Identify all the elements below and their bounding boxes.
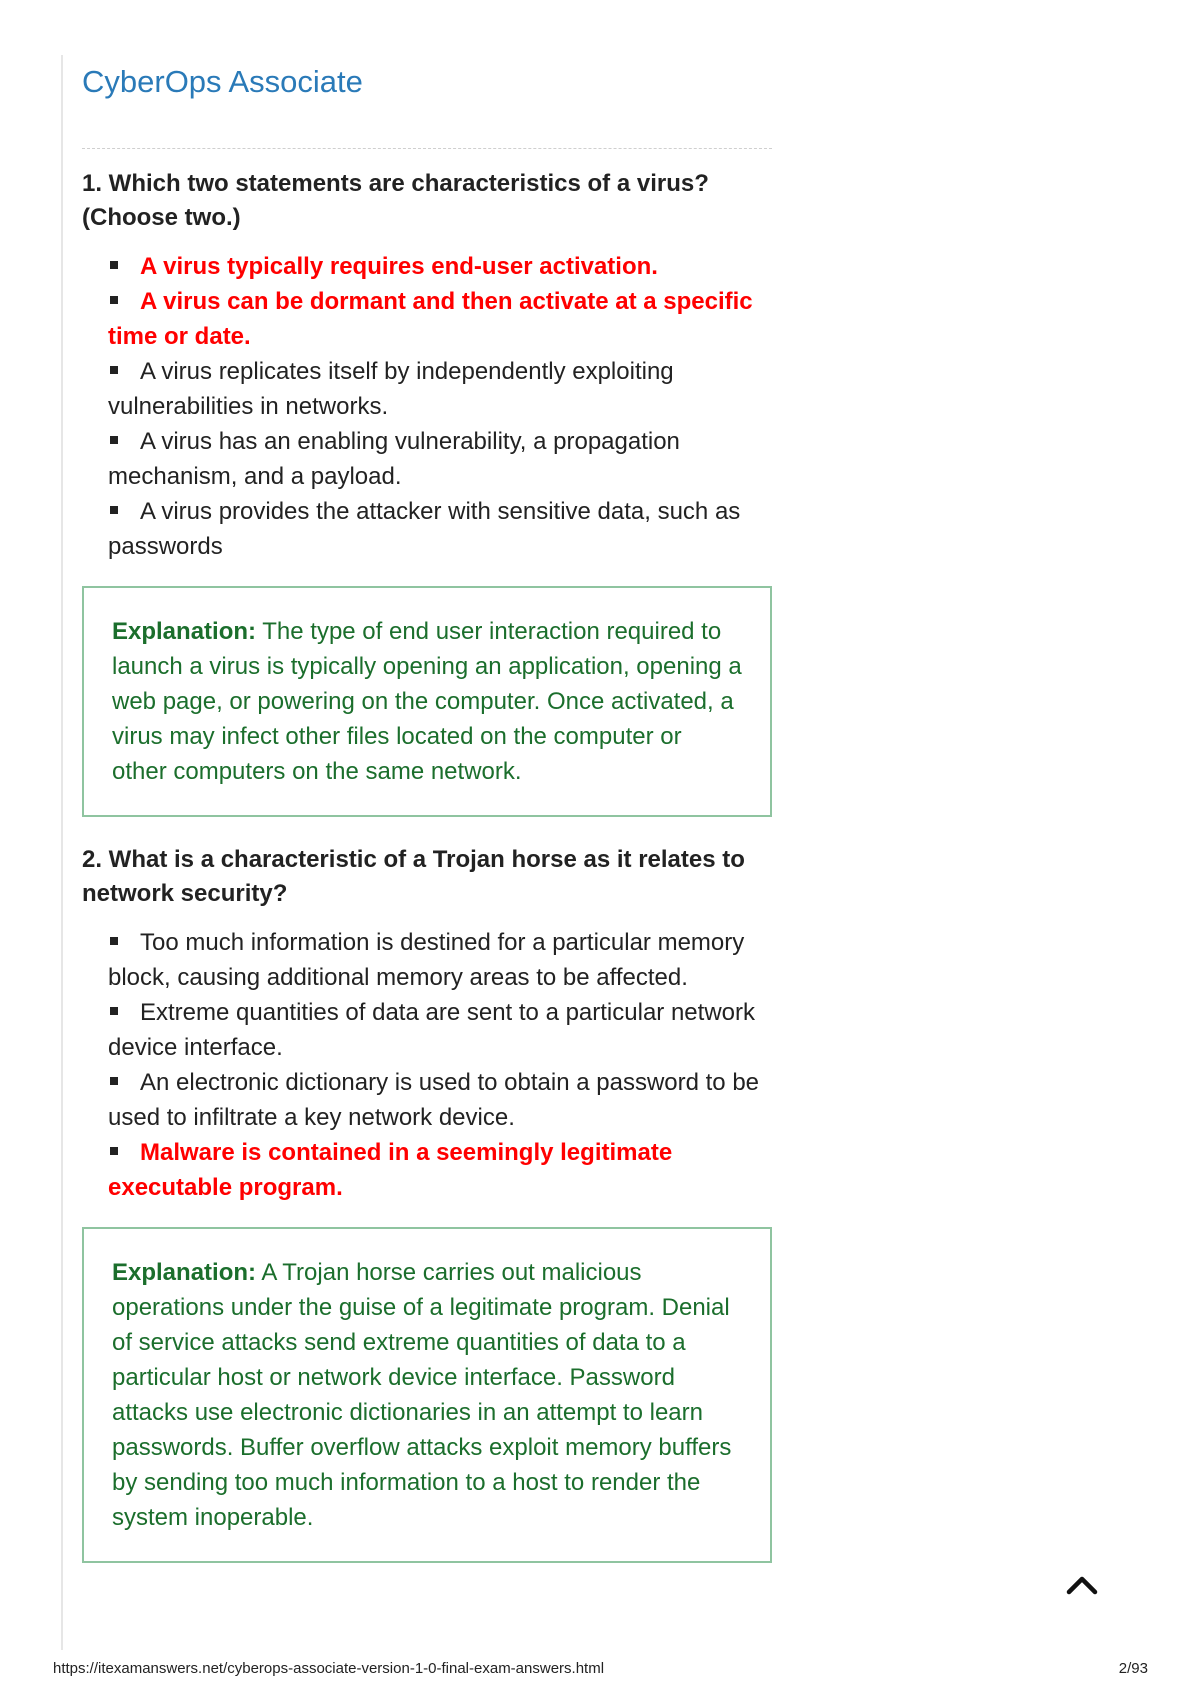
left-rule: [61, 55, 63, 1650]
answer-text: Too much information is destined for a particular memory block, causing additional memory areas to be affected.: [108, 929, 745, 991]
bullet-icon: [110, 261, 118, 269]
answer-item: [108, 284, 772, 354]
explanation-box: [82, 1227, 772, 1563]
answer-item: [108, 354, 772, 424]
article-content: [82, 60, 772, 1563]
answer-text: Malware is contained in a seemingly legitimate executable program.: [108, 1139, 673, 1201]
answer-item: [108, 494, 772, 564]
footer-page-number: 2/93: [1118, 1660, 1148, 1677]
bullet-icon: [110, 937, 118, 945]
answer-item: [108, 249, 772, 284]
question-block-1: [82, 167, 772, 817]
answer-list: [82, 249, 772, 564]
explanation-label: Explanation:: [112, 618, 257, 645]
question-text: 2. What is a characteristic of a Trojan horse as it relates to network security?: [82, 846, 745, 907]
bullet-icon: [110, 296, 118, 304]
question-block-2: [82, 843, 772, 1563]
dashed-divider: [82, 148, 772, 149]
scroll-to-top-button[interactable]: [1064, 1570, 1100, 1600]
explanation-label: Explanation:: [112, 1259, 257, 1286]
answer-text: Extreme quantities of data are sent to a particular network device interface.: [108, 999, 755, 1061]
answer-text: A virus provides the attacker with sensitive data, such as passwords: [108, 498, 741, 560]
explanation-text: A Trojan horse carries out malicious operations under the guise of a legitimate program. Denial of service attacks send extreme quantities of data to a particular host or network device interface. Password attacks use electronic dictionaries in an attempt to learn passwords. Buffer overflow attacks exploit memory buffers by sending too much information to a host to render the system inoperable.: [112, 1259, 732, 1531]
answer-item: [108, 1135, 772, 1205]
bullet-icon: [110, 1007, 118, 1015]
explanation-box: [82, 586, 772, 817]
site-title[interactable]: CyberOps Associate: [82, 64, 363, 99]
question-text: 1. Which two statements are characteristics of a virus? (Choose two.): [82, 170, 709, 231]
answer-item: [108, 995, 772, 1065]
answer-item: [108, 1065, 772, 1135]
bullet-icon: [110, 1147, 118, 1155]
answer-text: A virus has an enabling vulnerability, a propagation mechanism, and a payload.: [108, 428, 680, 490]
answer-text: A virus typically requires end-user activation.: [140, 253, 658, 280]
explanation-text: The type of end user interaction required to launch a virus is typically opening an application, opening a web page, or powering on the computer. Once activated, a virus may infect other files located on the computer or other computers on the same network.: [112, 618, 742, 785]
footer-url: https://itexamanswers.net/cyberops-associate-version-1-0-final-exam-answers.html: [53, 1660, 605, 1677]
answer-list: [82, 925, 772, 1205]
bullet-icon: [110, 366, 118, 374]
bullet-icon: [110, 1077, 118, 1085]
bullet-icon: [110, 506, 118, 514]
answer-item: [108, 424, 772, 494]
answer-item: [108, 925, 772, 995]
answer-text: A virus can be dormant and then activate at a specific time or date.: [108, 288, 753, 350]
answer-text: A virus replicates itself by independently exploiting vulnerabilities in networks.: [108, 358, 674, 420]
chevron-up-icon: [1064, 1570, 1100, 1600]
answer-text: An electronic dictionary is used to obtain a password to be used to infiltrate a key network device.: [108, 1069, 760, 1131]
bullet-icon: [110, 436, 118, 444]
